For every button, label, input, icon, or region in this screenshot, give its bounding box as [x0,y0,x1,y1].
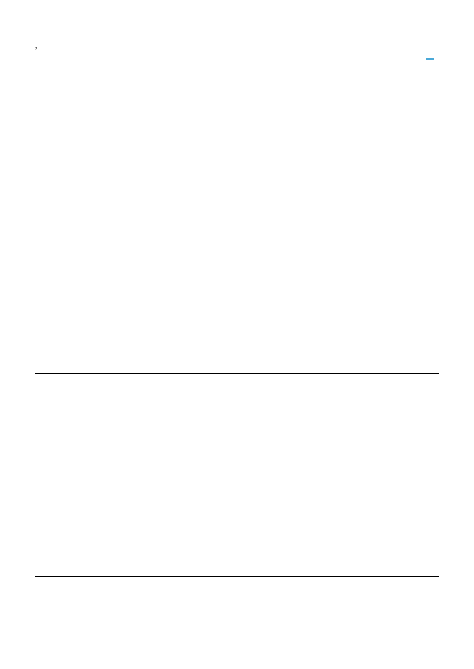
open-access-badge [426,58,434,60]
top-rule [35,373,439,374]
citation-line: , [35,41,38,51]
bottom-rule [35,576,439,577]
